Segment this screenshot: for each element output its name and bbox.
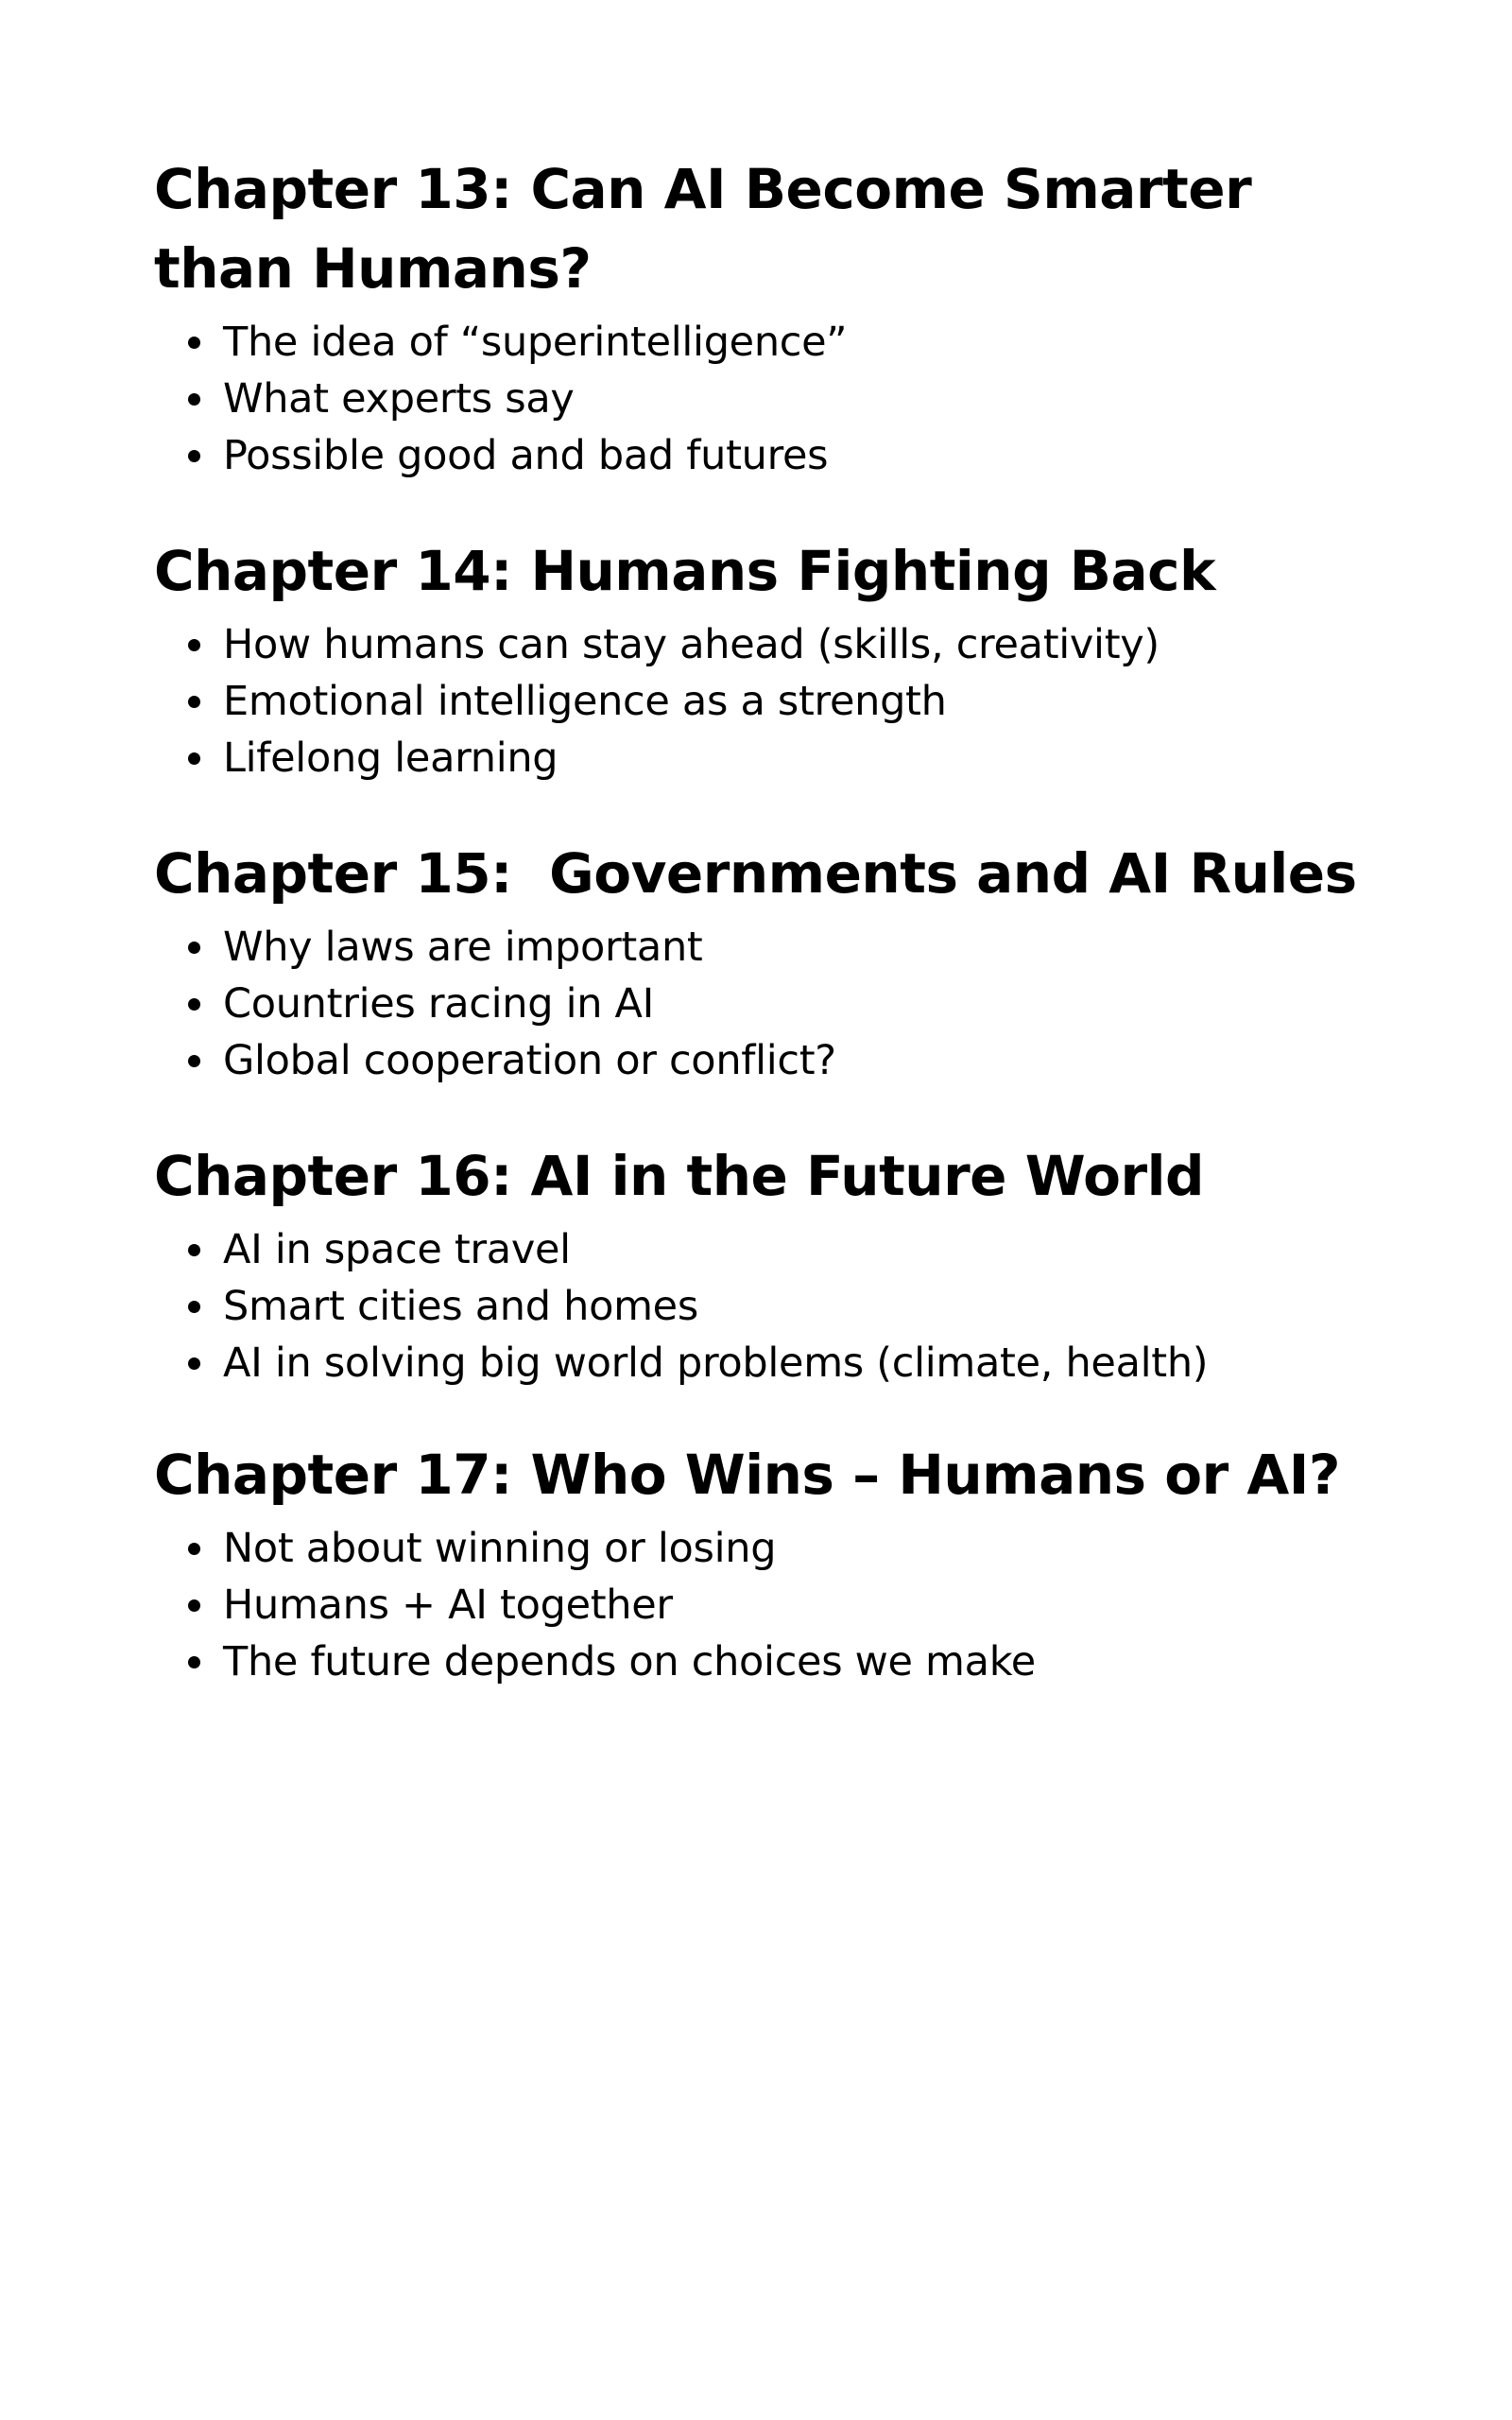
bullet-icon xyxy=(188,752,200,765)
list-item-text: AI in solving big world problems (climate, health) xyxy=(223,1340,1209,1387)
bullet-list xyxy=(154,1221,1383,1392)
list-item-text: Countries racing in AI xyxy=(223,980,655,1028)
bullet-list xyxy=(154,616,1383,786)
list-item xyxy=(154,1032,1383,1089)
bullet-icon xyxy=(188,393,200,406)
list-item xyxy=(154,1520,1383,1577)
bullet-icon xyxy=(188,639,200,651)
chapter-16 xyxy=(154,1136,1383,1392)
list-item xyxy=(154,1278,1383,1335)
list-item-text: Humans + AI together xyxy=(223,1582,673,1629)
bullet-icon xyxy=(188,450,200,462)
list-item xyxy=(154,1577,1383,1634)
bullet-icon xyxy=(188,998,200,1011)
list-item xyxy=(154,1634,1383,1690)
list-item xyxy=(154,919,1383,976)
list-item xyxy=(154,976,1383,1032)
chapter-title: Chapter 15: Governments and AI Rules xyxy=(154,841,1357,906)
list-item-text: Not about winning or losing xyxy=(223,1525,777,1572)
list-item xyxy=(154,314,1383,371)
list-item-text: Smart cities and homes xyxy=(223,1283,698,1330)
chapter-title: Chapter 13: Can AI Become Smarter than Humans? xyxy=(154,157,1252,301)
document-page xyxy=(154,149,1383,1690)
chapter-13 xyxy=(154,149,1383,484)
chapter-title: Chapter 17: Who Wins – Humans or AI? xyxy=(154,1443,1340,1507)
list-item xyxy=(154,616,1383,673)
list-item-text: AI in space travel xyxy=(223,1226,571,1273)
list-item xyxy=(154,673,1383,730)
chapter-title: Chapter 16: AI in the Future World xyxy=(154,1144,1204,1208)
bullet-icon xyxy=(188,942,200,954)
list-item xyxy=(154,1335,1383,1392)
bullet-icon xyxy=(188,1543,200,1555)
list-item xyxy=(154,371,1383,427)
bullet-icon xyxy=(188,337,200,349)
bullet-list xyxy=(154,314,1383,484)
chapter-title: Chapter 14: Humans Fighting Back xyxy=(154,539,1216,603)
list-item xyxy=(154,1221,1383,1278)
bullet-icon xyxy=(188,1244,200,1256)
bullet-list xyxy=(154,919,1383,1089)
list-item-text: The idea of “superintelligence” xyxy=(223,319,848,366)
list-item-text: Lifelong learning xyxy=(223,735,558,782)
bullet-list xyxy=(154,1520,1383,1690)
list-item-text: What experts say xyxy=(223,375,575,423)
chapter-15 xyxy=(154,834,1383,1089)
list-item-text: How humans can stay ahead (skills, creativity) xyxy=(223,621,1160,668)
list-item xyxy=(154,730,1383,786)
bullet-icon xyxy=(188,696,200,708)
bullet-icon xyxy=(188,1055,200,1067)
chapter-17 xyxy=(154,1435,1383,1690)
list-item-text: Possible good and bad futures xyxy=(223,432,829,479)
bullet-icon xyxy=(188,1357,200,1370)
bullet-icon xyxy=(188,1656,200,1668)
list-item-text: Emotional intelligence as a strength xyxy=(223,678,947,725)
chapter-14 xyxy=(154,531,1383,786)
list-item xyxy=(154,427,1383,484)
bullet-icon xyxy=(188,1301,200,1313)
list-item-text: Why laws are important xyxy=(223,924,703,971)
bullet-icon xyxy=(188,1599,200,1612)
list-item-text: The future depends on choices we make xyxy=(223,1638,1036,1685)
list-item-text: Global cooperation or conflict? xyxy=(223,1037,836,1084)
